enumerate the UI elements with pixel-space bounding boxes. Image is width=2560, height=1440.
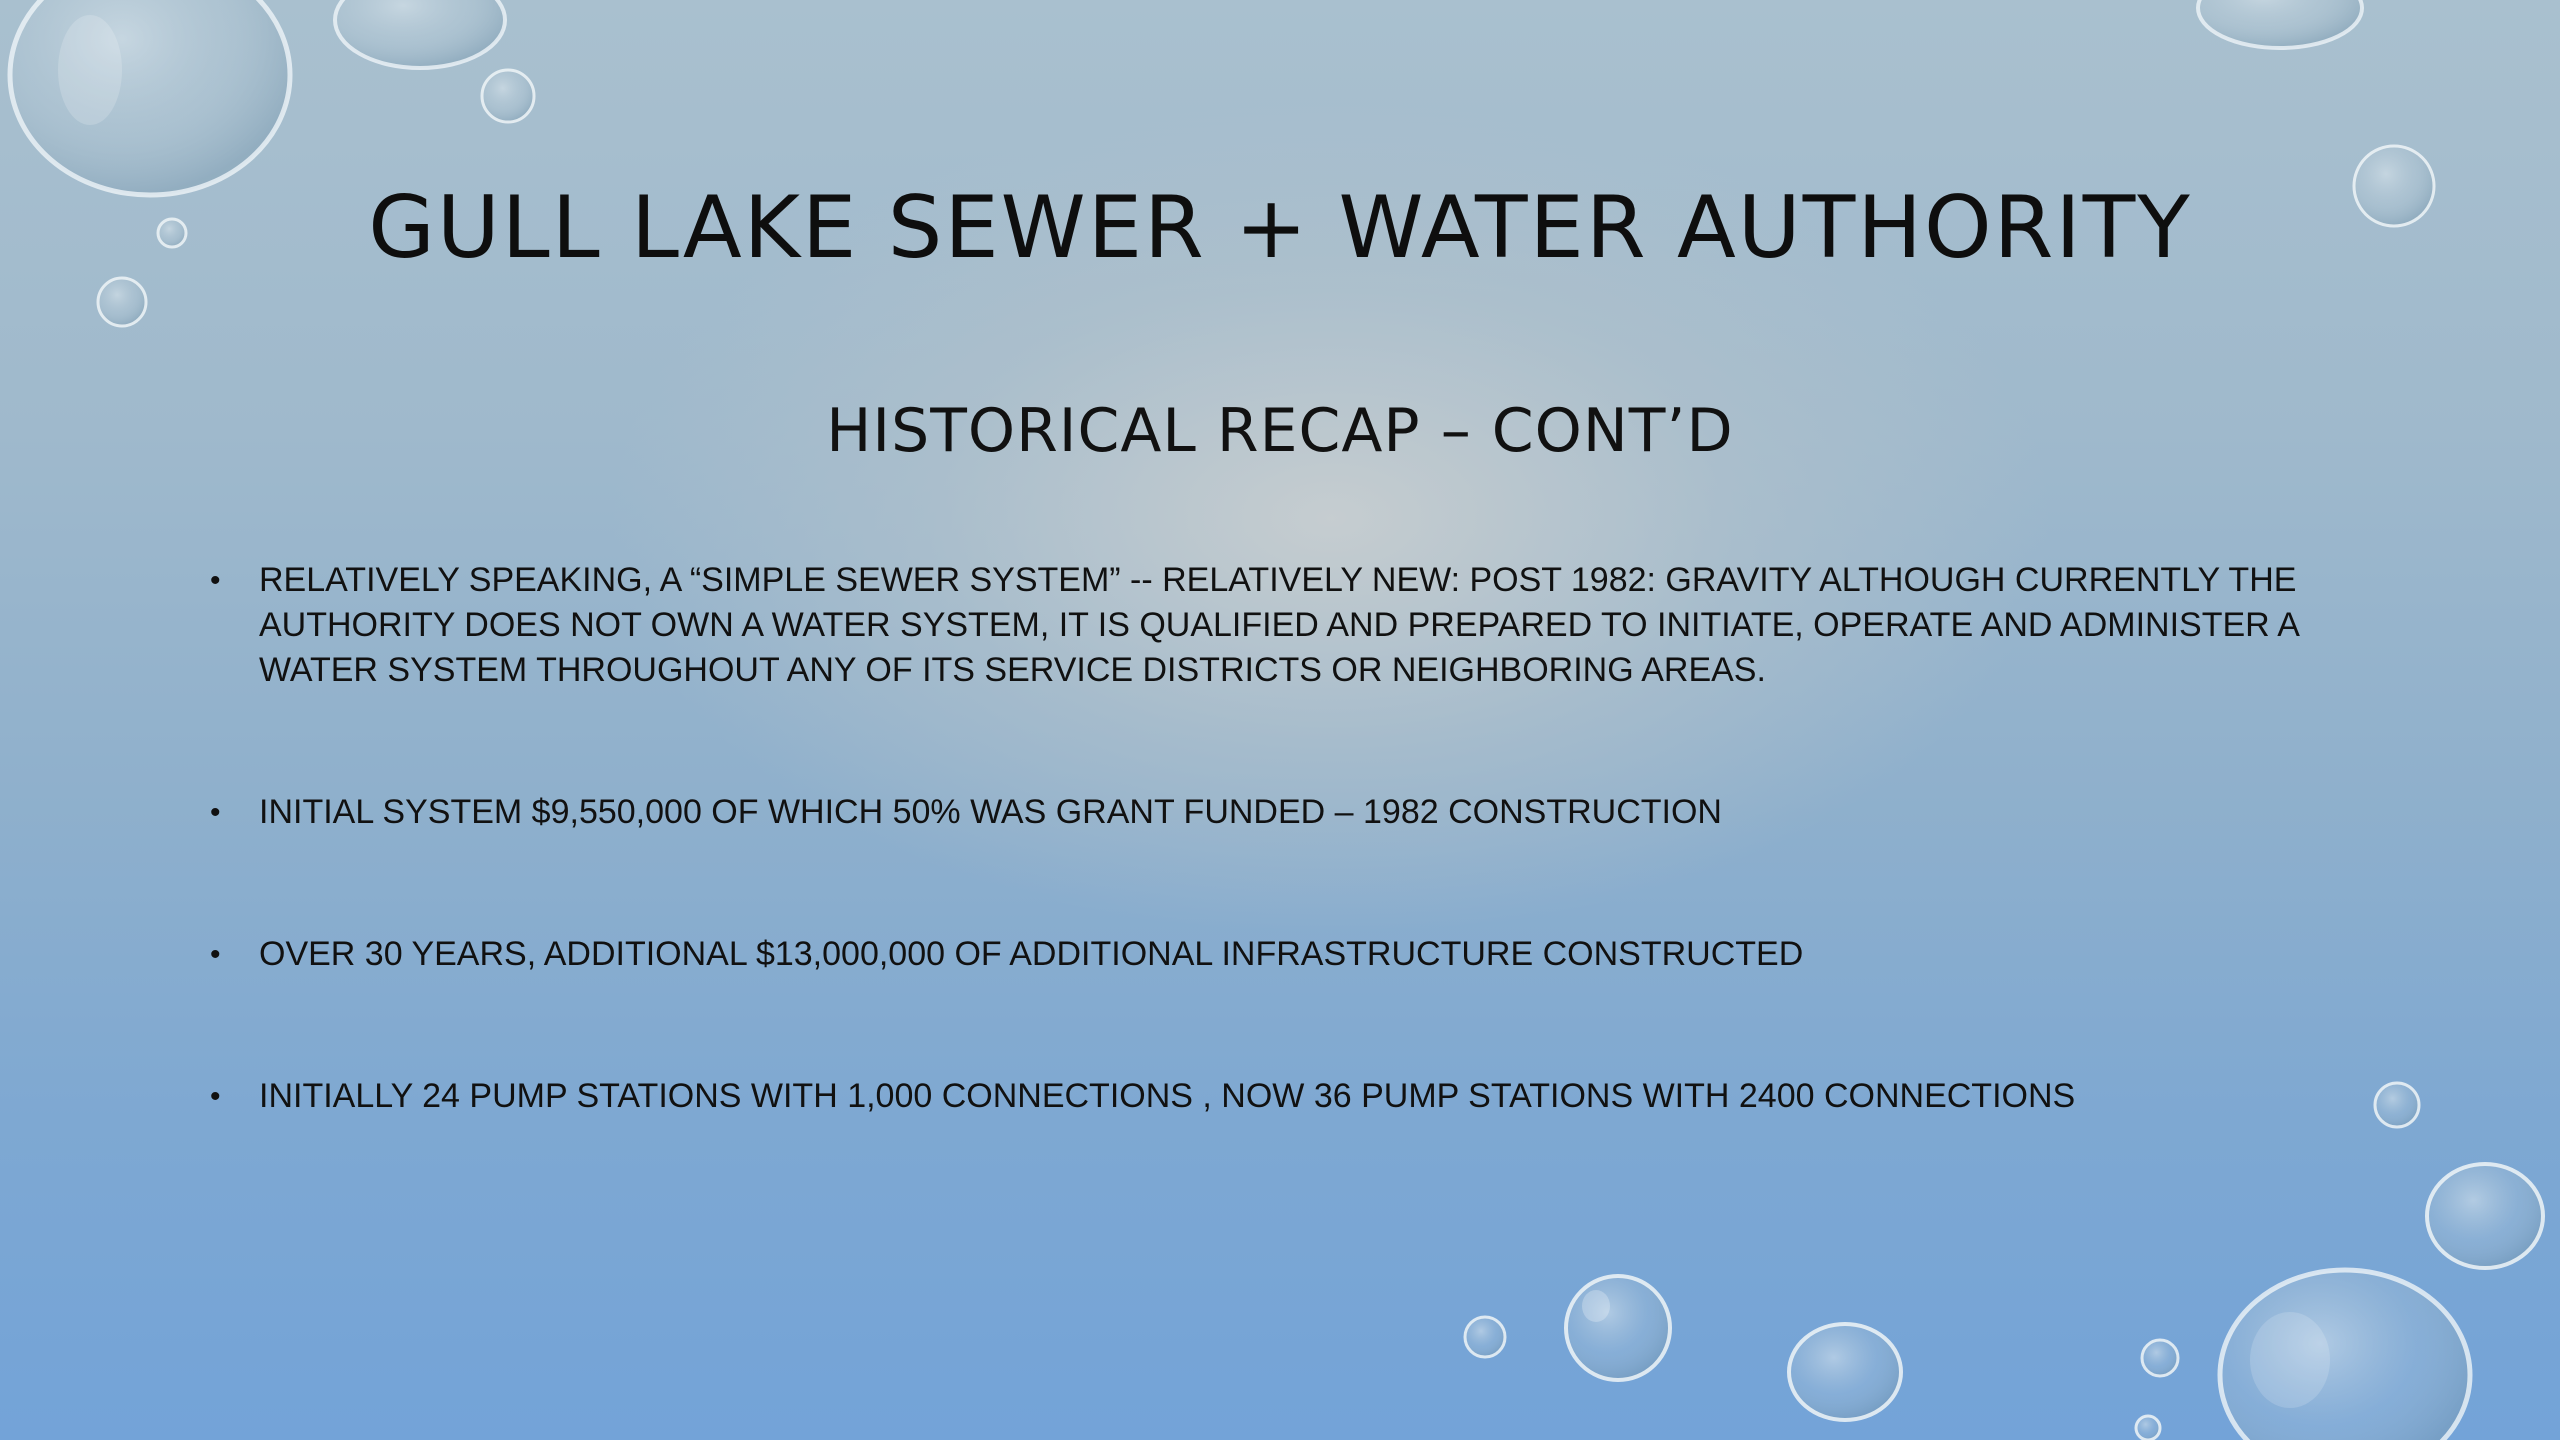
droplet-bottom-middle-1	[1566, 1276, 1670, 1380]
droplet-bottom-2	[2136, 1416, 2160, 1440]
slide-subtitle: HISTORICAL RECAP – CONT’D	[826, 396, 1734, 466]
droplet-bottom-1	[2142, 1340, 2178, 1376]
droplet-bottom-middle-2	[1789, 1324, 1901, 1420]
bullet-text: INITIALLY 24 PUMP STATIONS WITH 1,000 CONNECTIONS , NOW 36 PUMP STATIONS WITH 2400 CONNECTIONS	[259, 1077, 2076, 1115]
bullet-item	[210, 1074, 2330, 1119]
bullet-icon: •	[210, 1080, 221, 1113]
bullet-icon: •	[210, 796, 221, 829]
droplet-top-left-large	[10, 0, 290, 195]
droplet-top-left-medium	[335, 0, 505, 68]
bullet-icon: •	[210, 564, 221, 597]
droplet-small-1	[482, 70, 534, 122]
droplet-right-2	[2375, 1083, 2419, 1127]
bullet-item	[210, 790, 2330, 835]
bullet-list	[210, 558, 2330, 1119]
bullet-item	[210, 558, 2330, 693]
bullet-text: OVER 30 YEARS, ADDITIONAL $13,000,000 OF ADDITIONAL INFRASTRUCTURE CONSTRUCTED	[259, 935, 1804, 973]
droplet-bottom-right-medium	[2427, 1164, 2543, 1268]
droplet-small-3	[98, 278, 146, 326]
slide-title: GULL LAKE SEWER + WATER AUTHORITY	[368, 178, 2192, 278]
bullet-text: RELATIVELY SPEAKING, A “SIMPLE SEWER SYSTEM” -- RELATIVELY NEW: POST 1982: GRAVITY ALTHOUGH CURRENTLY THE AUTHORITY DOES NOT OWN A WATER SYSTEM, IT IS QUALIFIED AND PREPARED TO INITIATE, OPERATE AND ADMINISTER A WATER SYSTEM THROUGHOUT ANY OF ITS SERVICE DISTRICTS OR NEIGHBORING AREAS.	[259, 561, 2299, 689]
droplet-bottom-right-large	[2220, 1270, 2470, 1440]
droplet-top-right	[2198, 0, 2362, 48]
bullet-item	[210, 932, 2330, 977]
droplet-bottom-3	[1465, 1317, 1505, 1357]
bullet-text: INITIAL SYSTEM $9,550,000 OF WHICH 50% WAS GRANT FUNDED – 1982 CONSTRUCTION	[259, 793, 1722, 831]
bullet-icon: •	[210, 938, 221, 971]
